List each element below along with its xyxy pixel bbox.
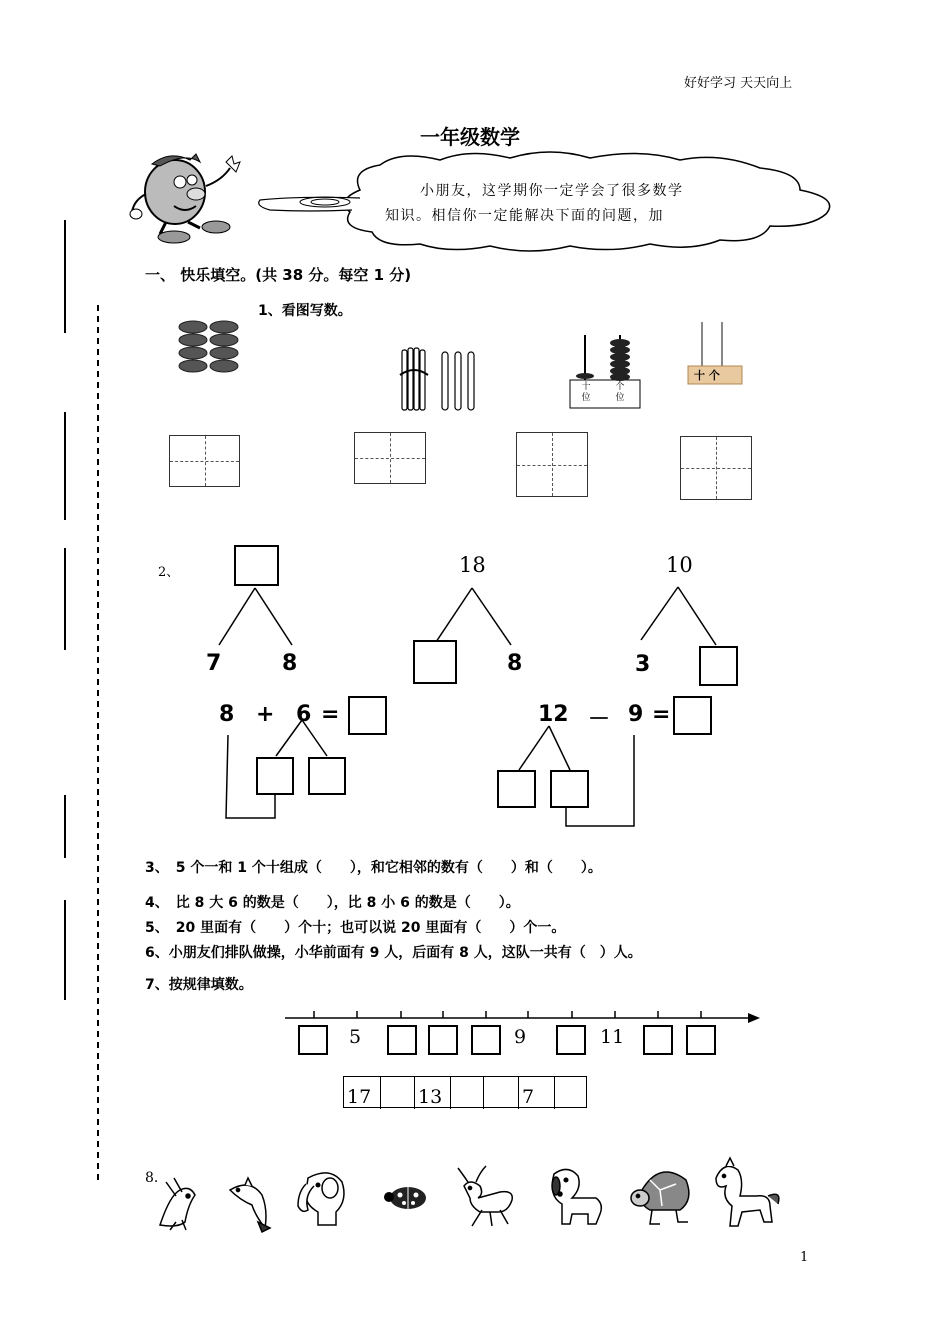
page-number: 1	[800, 1250, 809, 1265]
cell-6[interactable]: 7	[519, 1077, 555, 1109]
tree3-left-number: 3	[635, 652, 651, 677]
eq1-equals: =	[321, 702, 340, 727]
seq-value-5: 5	[349, 1026, 362, 1048]
eq1-b: 6	[296, 702, 312, 727]
q6-text: 6、小朋友们排队做操，小华前面有 9 人，后面有 8 人，这队一共有（ ）人。	[145, 945, 642, 961]
dog-icon	[552, 1169, 601, 1224]
cell-3[interactable]: 13	[415, 1077, 451, 1109]
eq2-a: 12	[538, 702, 569, 727]
abacus-ones-label: 个 位	[615, 382, 625, 403]
ladybug-icon	[384, 1187, 426, 1209]
header-motto: 好好学习 天天向上	[684, 76, 793, 91]
page-title: 一年级数学	[420, 125, 520, 149]
abacus-tens-label: 十 位	[581, 382, 591, 403]
q2-label: 2、	[158, 565, 180, 580]
intro-line-2: 知识。相信你一定能解决下面的问题，加	[385, 208, 664, 224]
q1-label: 1、看图写数。	[258, 303, 352, 319]
q8-label: 8.	[145, 1170, 159, 1186]
eq1-a: 8	[219, 702, 235, 727]
tree1-right-number: 8	[282, 651, 298, 676]
eq2-op: －	[588, 707, 611, 732]
horse-icon	[716, 1158, 779, 1226]
bird-icon	[160, 1178, 195, 1230]
tree2-right-number: 8	[507, 651, 523, 676]
counting-frame-label: 十 个	[694, 369, 720, 382]
goat-icon	[458, 1166, 512, 1226]
intro-line-1: 小朋友，这学期你一定学会了很多数学	[420, 183, 684, 199]
section-1-heading: 一、 快乐填空。(共 38 分。每空 1 分)	[145, 266, 412, 284]
elephant-icon	[298, 1173, 344, 1225]
q5-text: 5、 20 里面有（ ）个十；也可以说 20 里面有（ ）个一。	[145, 920, 566, 936]
eq2-b: 9	[628, 702, 644, 727]
q7-label: 7、按规律填数。	[145, 977, 253, 993]
eq1-op: +	[256, 702, 275, 727]
q3-text: 3、 5 个一和 1 个十组成（ ），和它相邻的数有（ ）和（ ）。	[145, 860, 602, 876]
dolphin-icon	[230, 1178, 270, 1232]
seq-value-11: 11	[600, 1026, 625, 1048]
tree3-top-number: 10	[666, 553, 693, 577]
cell-1[interactable]: 17	[344, 1077, 381, 1109]
seq-value-9: 9	[514, 1026, 527, 1048]
turtle-icon	[631, 1172, 689, 1224]
tree2-top-number: 18	[459, 553, 486, 577]
tree1-left-number: 7	[206, 651, 222, 676]
eq2-equals: =	[652, 702, 671, 727]
q4-text: 4、 比 8 大 6 的数是（ ），比 8 小 6 的数是（ ）。	[145, 895, 520, 911]
